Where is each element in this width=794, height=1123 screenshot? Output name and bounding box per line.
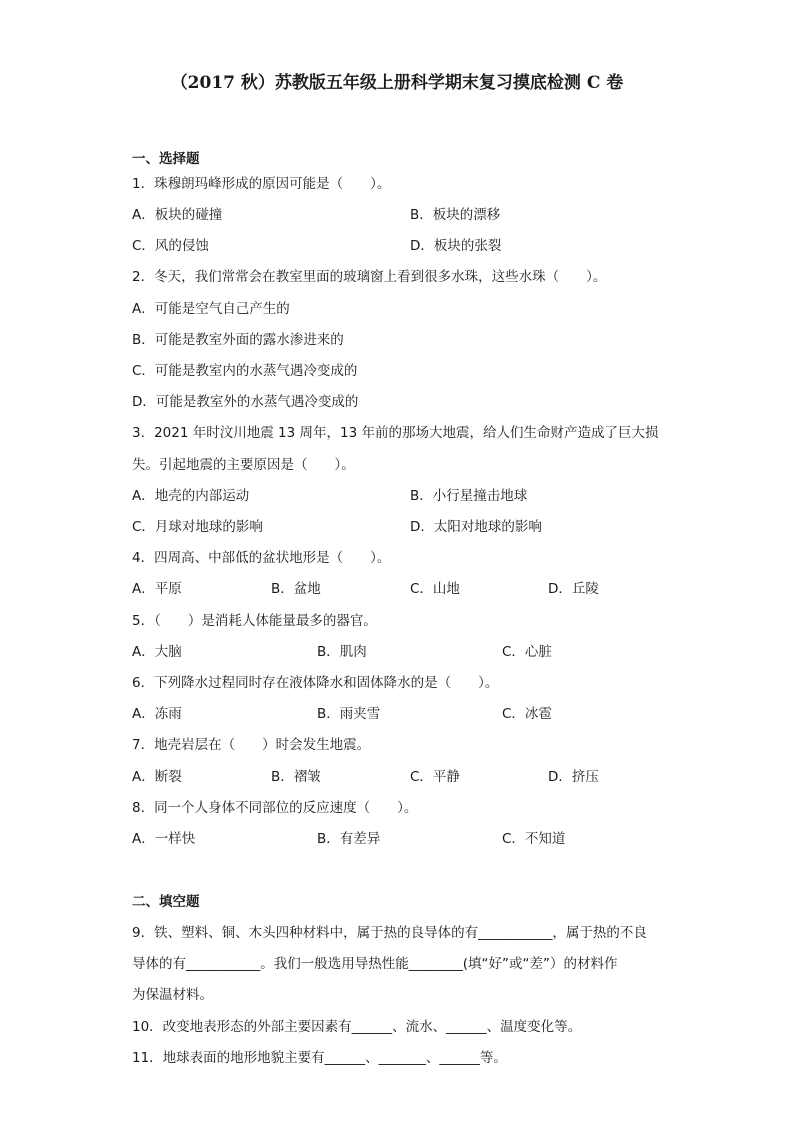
question-6-stem: 6．下列降水过程同时存在液体降水和固体降水的是（ ）。 (132, 675, 499, 691)
section-heading-fill: 二、填空题 (132, 894, 200, 910)
question-7-option-d: D．挤压 (548, 769, 599, 785)
question-7-option-c: C．平静 (410, 769, 460, 785)
question-3-option-d: D．太阳对地球的影响 (410, 519, 542, 535)
question-3-option-a: A．地壳的内部运动 (132, 488, 250, 504)
question-9-line-3: 为保温材料。 (132, 987, 213, 1003)
section-heading-choice: 一、选择题 (132, 151, 200, 167)
question-5-option-c: C．心脏 (502, 644, 552, 660)
question-1-option-b: B．板块的漂移 (410, 207, 501, 223)
question-8-stem: 8．同一个人身体不同部位的反应速度（ ）。 (132, 800, 418, 816)
question-7-stem: 7．地壳岩层在（ ）时会发生地震。 (132, 737, 371, 753)
question-7-option-a: A．断裂 (132, 769, 182, 785)
question-1-option-d: D．板块的张裂 (410, 238, 502, 254)
question-3-stem-line-2: 失。引起地震的主要原因是（ ）。 (132, 457, 355, 473)
question-5-stem: 5．（ ）是消耗人体能量最多的器官。 (132, 613, 377, 629)
question-2-option-b: B．可能是教室外面的露水渗进来的 (132, 332, 344, 348)
question-2-stem: 2．冬天，我们常常会在教室里面的玻璃窗上看到很多水珠，这些水珠（ ）。 (132, 269, 607, 285)
question-1-option-c: C．风的侵蚀 (132, 238, 209, 254)
question-8-option-c: C．不知道 (502, 831, 566, 847)
question-4-option-b: B．盆地 (271, 581, 321, 597)
question-4-option-a: A．平原 (132, 581, 182, 597)
question-6-option-a: A．冻雨 (132, 706, 182, 722)
question-3-stem-line-1: 3．2021 年时汶川地震 13 周年，13 年前的那场大地震，给人们生命财产造成了巨大损 (132, 425, 659, 441)
question-10: 10．改变地表形态的外部主要因素有______、流水、______、温度变化等。 (132, 1019, 582, 1035)
question-2-option-d: D．可能是教室外的水蒸气遇冷变成的 (132, 394, 359, 410)
page-title: （2017 秋）苏教版五年级上册科学期末复习摸底检测 C 卷 (170, 73, 624, 93)
question-6-option-c: C．冰雹 (502, 706, 552, 722)
question-2-option-a: A．可能是空气自己产生的 (132, 301, 290, 317)
question-11: 11．地球表面的地形地貌主要有______、_______、______等。 (132, 1050, 507, 1066)
question-4-option-d: D．丘陵 (548, 581, 599, 597)
question-1-option-a: A．板块的碰撞 (132, 207, 223, 223)
question-5-option-a: A．大脑 (132, 644, 182, 660)
question-1-stem: 1．珠穆朗玛峰形成的原因可能是（ ）。 (132, 176, 391, 192)
question-4-option-c: C．山地 (410, 581, 460, 597)
question-5-option-b: B．肌肉 (317, 644, 367, 660)
question-4-stem: 4．四周高、中部低的盆状地形是（ ）。 (132, 550, 391, 566)
question-9-line-2: 导体的有___________。我们一般选用导热性能________(填“好”或“差”）的材料作 (132, 956, 618, 972)
question-9-line-1: 9．铁、塑料、铜、木头四种材料中，属于热的良导体的有___________，属于热的不良 (132, 925, 647, 941)
question-8-option-a: A．一样快 (132, 831, 196, 847)
question-6-option-b: B．雨夹雪 (317, 706, 381, 722)
question-3-option-c: C．月球对地球的影响 (132, 519, 263, 535)
question-7-option-b: B．褶皱 (271, 769, 321, 785)
question-8-option-b: B．有差异 (317, 831, 381, 847)
question-2-option-c: C．可能是教室内的水蒸气遇冷变成的 (132, 363, 358, 379)
question-3-option-b: B．小行星撞击地球 (410, 488, 528, 504)
